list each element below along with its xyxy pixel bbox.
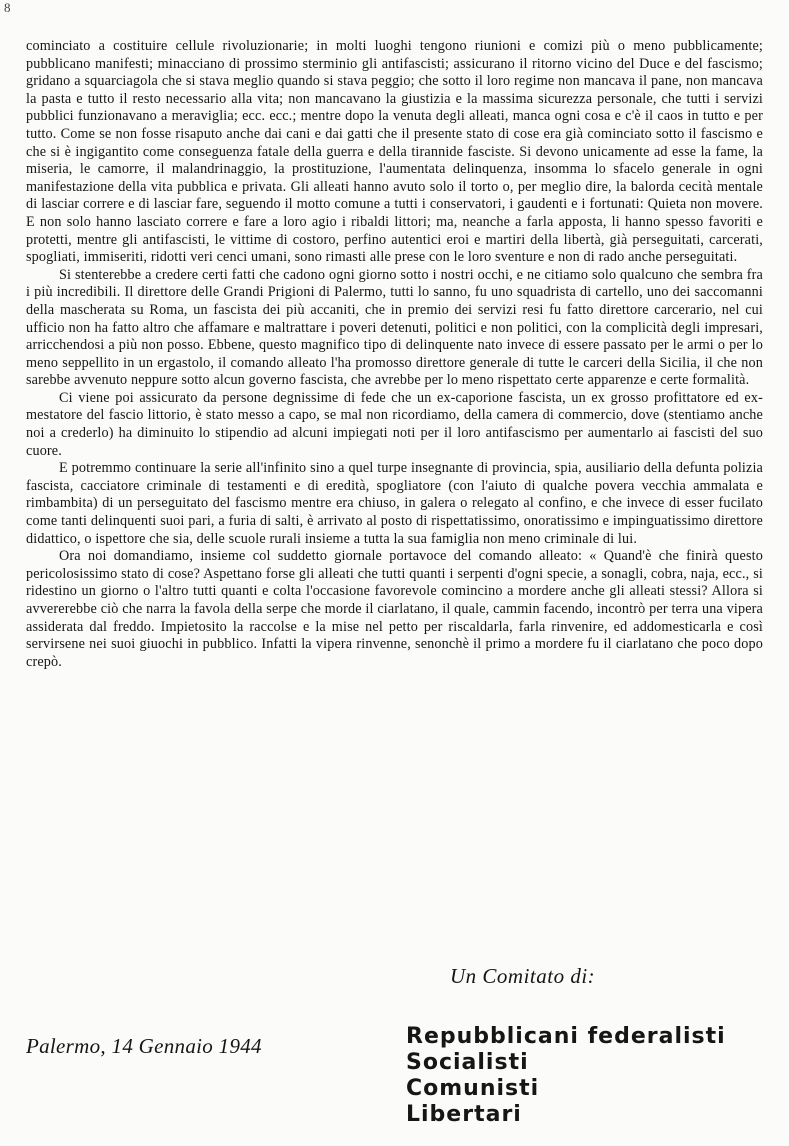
paragraph-4: E potremmo continuare la serie all'infinito sino a quel turpe insegnante di provincia, spia, ausiliario della defunta polizia fascista, cacciatore criminale di testamenti e di eredità, spogliatore (con l'aiuto di qualche povera vecchia ammalata e rimbambita) di un perseguitato del fascismo mentre era chiuso, in galera o relegato al confino, e che invece di esser fucilato come tanti delinquenti suoi pari, a furia di salti, è arrivato al posto di rispettatissimo, onoratissimo e impinguatissimo direttore didattico, o ispettore che sia, delle scuole rurali insieme a tutta la sua famiglia non meno criminale di lui. [26,460,763,547]
signatory-list [406,1024,726,1128]
place-date: Palermo, 14 Gennaio 1944 [26,1034,262,1058]
page-number: 8 [4,0,11,15]
paragraph-3: Ci viene poi assicurato da persone degnissime di fede che un ex-caporione fascista, un ex grosso profittatore ed ex-mestatore del fascio littorio, è stato messo a capo, se mal non ricordiamo, della camera di commercio, dove (stentiamo anche noi a crederlo) ha diminuito lo stipendio ad alcuni impiegati noti per il loro antifascismo per aumentarlo ai fascisti del suo cuore. [26,389,763,459]
paragraph-5: Ora noi domandiamo, insieme col suddetto giornale portavoce del comando alleato: « Quand'è che finirà questo pericolosissimo stato di cose? Aspettano forse gli alleati che tutti quanti i serpenti d'ogni specie, a sonagli, cobra, naja, ecc., si ridestino un giorno o l'altro tutti quanti e colta l'occasione favorevole comincino a mordere anche gli alleati stessi? Allora si avvererebbe ciò che narra la favola della serpe che morde il ciarlatano, il quale, cammin facendo, incontrò per terra una vipera assiderata dal freddo. Impietosito la raccolse e la mise nel petto per riscaldarla, farla rinvenire, ed addomesticarla e così servirsene nei suoi giuochi in pubblico. Infatti la vipera rinvenne, senonchè il primo a mordere fu il ciarlatano che poco dopo crepò. [26,548,763,670]
signatory-republicans: Repubblicani federalisti [406,1024,726,1049]
signature-intro: Un Comitato di: [450,964,596,988]
signatory-socialists: Socialisti [406,1050,529,1075]
signatory-libertarians: Libertari [406,1102,522,1127]
paragraph-1: cominciato a costituire cellule rivoluzionarie; in molti luoghi tengono riunioni e comizi più o meno pubblicamente; pubblicano manifesti; minacciano di prossimo sterminio gli antifascisti; assicurano il ritorno vicino del Duce e del fascismo; gridano a squarciagola che si stava meglio quando si stava peggio; che sotto il loro regime non mancava il pane, non mancava la pasta e tutto il resto necessario alla vita; non mancavano la giustizia e la massima sicurezza personale, che tutti i servizi pubblici funzionavano a meraviglia; ecc. ecc.; mentre dopo la venuta degli alleati, manca ogni cosa e c'è il caos in tutto e per tutto. Come se non fosse risaputo anche dai cani e dai gatti che il presente stato di cose era già cominciato sotto il fascismo e che si è ingigantito come conseguenza fatale della guerra e della tirannide fasciste. Si devono unicamente ad esse la fame, la miseria, le camorre, il malandrinaggio, la prostituzione, l'aumentata delinquenza, insomma lo sfacelo generale in ogni manifestazione della vita pubblica e privata. Gli alleati hanno avuto solo il torto o, per meglio dire, la balorda cecità mentale di lasciar correre e di lasciar fare, seguendo il motto comune a tutti i conservatori, i gaudenti e i fortunati: Quieta non movere. E non solo hanno lasciato correre e fare a loro agio i ribaldi littori; ma, neanche a farla apposta, li hanno spesso favoriti e protetti, mentre gli antifascisti, le vittime di costoro, perfino autentici eroi e martiri della libertà, già perseguitati, carcerati, spogliati, immiseriti, ridotti veri cenci umani, sono rimasti alle prese con le loro sventure e non di rado anche perseguitati. [26,38,763,266]
body-text [26,38,763,671]
paragraph-2: Si stenterebbe a credere certi fatti che cadono ogni giorno sotto i nostri occhi, e ne citiamo solo qualcuno che sembra fra i più incredibili. Il direttore delle Grandi Prigioni di Palermo, tutti lo sanno, fu uno squadrista di cartello, uno dei saccomanni della mascherata su Roma, un fascista dei più accaniti, che in premio dei servizi resi fu fatto direttore carcerario, nel cui ufficio non ha fatto altro che affamare e maltrattare i poveri detenuti, politici e non politici, con la complicità degli impresari, arricchendosi a più non posso. Ebbene, questo magnifico tipo di delinquente nato invece di essere passato per le armi o per lo meno seppellito in un ergastolo, il comando alleato l'ha promosso direttore generale di tutte le carceri della Sicilia, il che non sarebbe avvenuto neppure sotto alcun governo fascista, che avrebbe per lo meno rispettato certe apparenze e certe formalità. [26,266,763,389]
signatory-communists: Comunisti [406,1076,540,1101]
